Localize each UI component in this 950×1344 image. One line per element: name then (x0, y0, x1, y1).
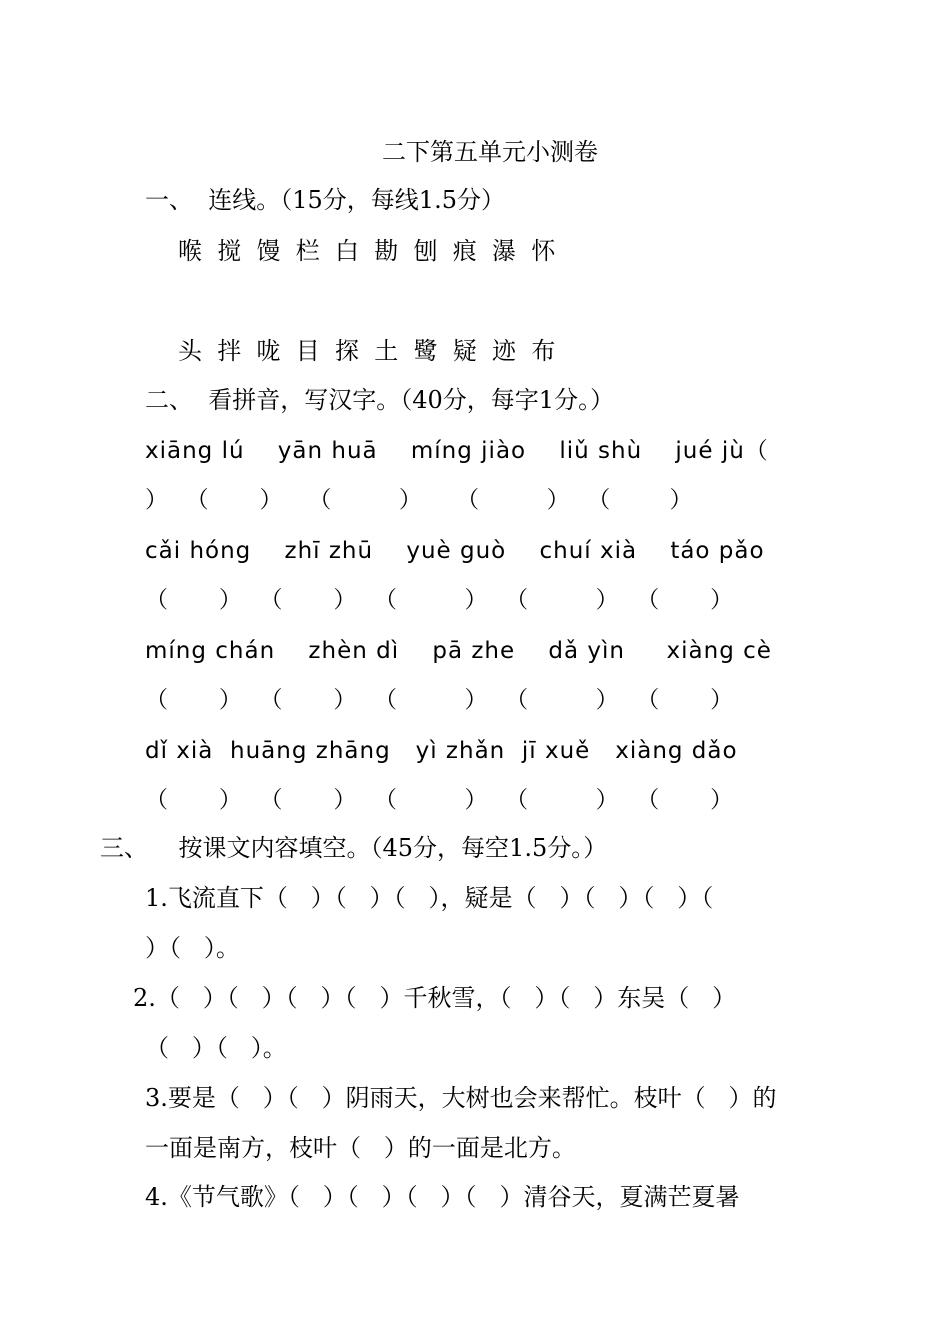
pinyin-line-1: xiāng lú yān huā míng jiào liǔ shù jué jù（ (145, 438, 769, 464)
fill-item-1-cont[interactable]: ）（ ）。 (145, 934, 240, 962)
answer-line-3[interactable]: （ ） （ ） （ ） （ ） （ ） (145, 687, 735, 713)
fill-item-2[interactable]: 2.（ ）（ ）（ ）（ ）千秋雪，（ ）（ ）东吴（ ） (133, 984, 737, 1012)
fill-item-3-cont[interactable]: 一面是南方，枝叶（ ）的一面是北方。 (145, 1134, 576, 1162)
pinyin-line-4: dǐ xià huāng zhāng yì zhǎn jī xuě xiàng dǎo (145, 738, 738, 764)
answer-line-2[interactable]: （ ） （ ） （ ） （ ） （ ） (145, 587, 735, 613)
fill-item-3[interactable]: 3.要是（ ）（ ）阴雨天，大树也会来帮忙。枝叶（ ）的 (145, 1084, 777, 1112)
section-3-heading: 三、 按课文内容填空。（45分，每空1.5分。） (100, 834, 608, 862)
matching-row-bottom: 头 拌 咙 目 探 土 鹭 疑 迹 布 (178, 337, 556, 365)
matching-row-top: 喉 搅 馒 栏 白 勘 刨 痕 瀑 怀 (178, 237, 556, 265)
fill-item-2-cont[interactable]: （ ）（ ）。 (145, 1034, 287, 1062)
section-1-heading: 一、 连线。（15分，每线1.5分） (145, 186, 505, 214)
answer-line-1[interactable]: ） （ ） （ ） （ ） （ ） (145, 487, 694, 513)
fill-item-1[interactable]: 1.飞流直下（ ）（ ）（ ），疑是（ ）（ ）（ ）（ (145, 884, 714, 912)
fill-item-4[interactable]: 4.《节气歌》（ ）（ ）（ ）（ ）清谷天，夏满芒夏暑 (145, 1183, 740, 1211)
pinyin-line-3: míng chán zhèn dì pā zhe dǎ yìn xiàng cè (145, 638, 772, 664)
section-2-heading: 二、 看拼音，写汉字。（40分，每字1分。） (145, 386, 615, 414)
pinyin-line-2: cǎi hóng zhī zhū yuè guò chuí xià táo pǎo (145, 538, 765, 564)
page-title: 二下第五单元小测卷 (382, 138, 598, 166)
answer-line-4[interactable]: （ ） （ ） （ ） （ ） （ ） (145, 787, 735, 813)
